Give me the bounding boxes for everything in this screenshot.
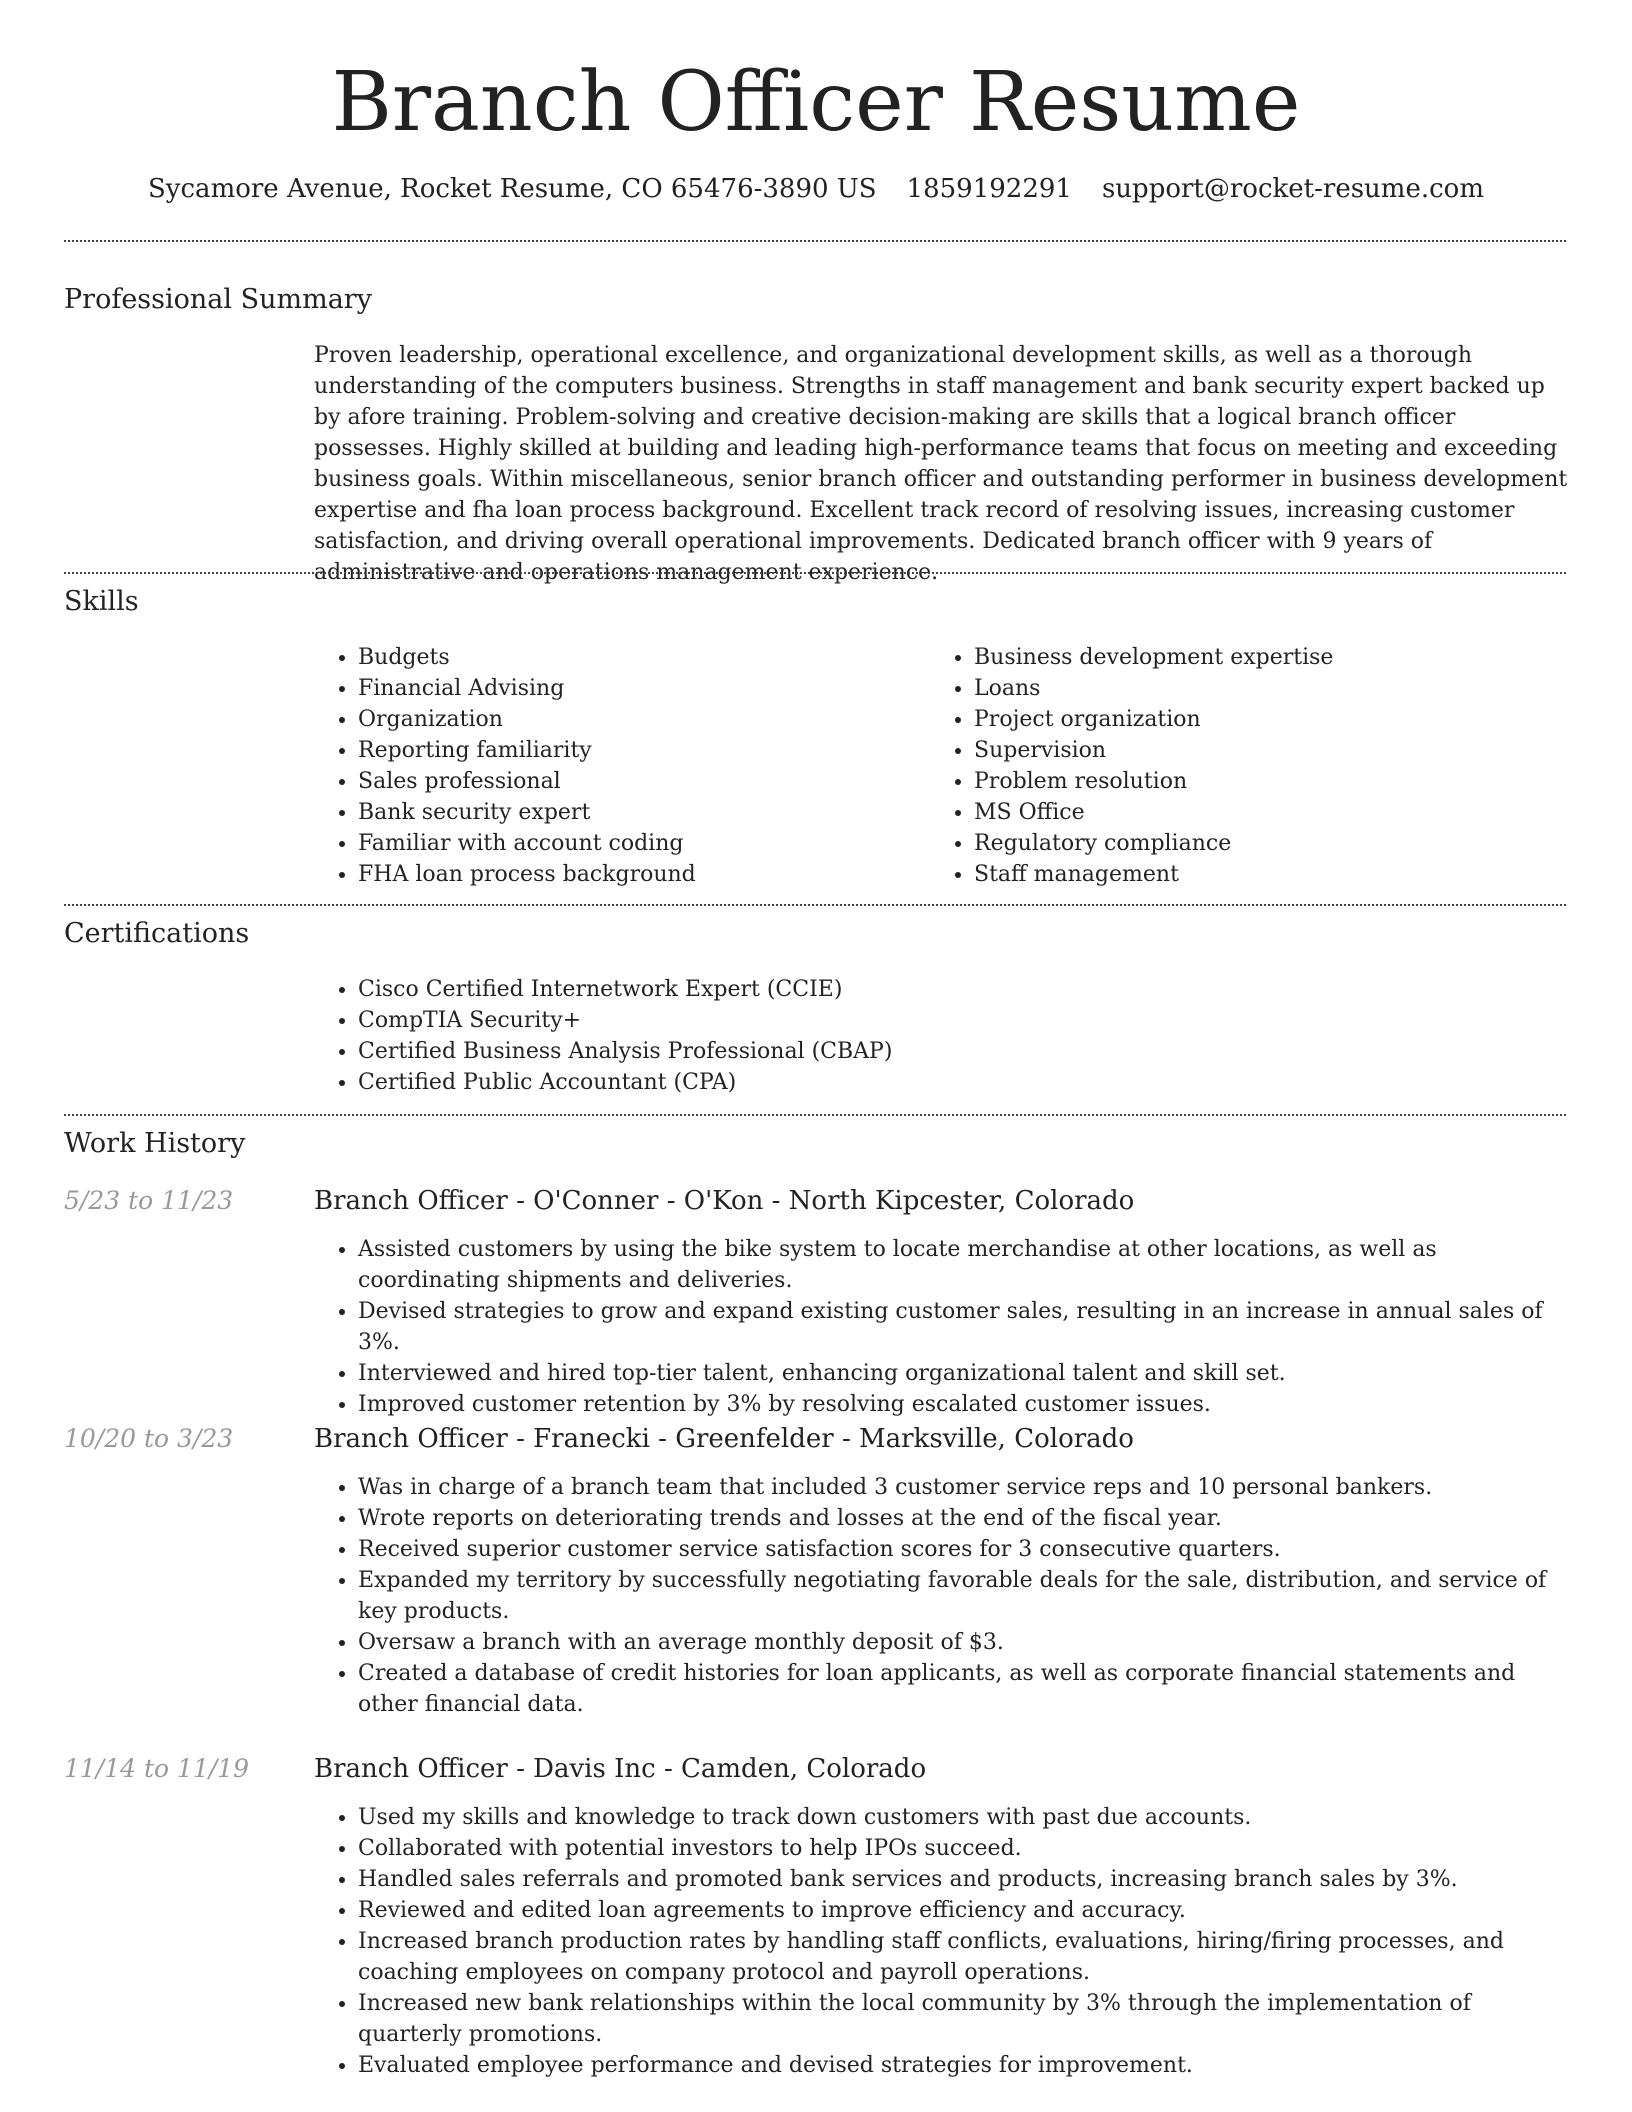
- contact-address: Sycamore Avenue, Rocket Resume, CO 65476-3890 US: [148, 174, 877, 204]
- list-item: • Increased branch production rates by handling staff conflicts, evaluations, hiring/firing processes, and coaching employees on company protocol and payroll operations.: [358, 1926, 1568, 1988]
- list-item: • Reviewed and edited loan agreements to improve efficiency and accuracy.: [358, 1895, 1568, 1926]
- list-item: • CompTIA Security+: [358, 1005, 1558, 1036]
- list-item: • Wrote reports on deteriorating trends and losses at the end of the fiscal year.: [358, 1503, 1568, 1534]
- list-item: • Business development expertise: [974, 642, 1574, 673]
- list-item: • Assisted customers by using the bike system to locate merchandise at other locations, as well as coordinating shipments and deliveries.: [358, 1234, 1568, 1296]
- list-item: • Used my skills and knowledge to track down customers with past due accounts.: [358, 1802, 1568, 1833]
- contact-phone: 1859192291: [906, 174, 1072, 204]
- list-item: • Handled sales referrals and promoted bank services and products, increasing branch sales by 3%.: [358, 1864, 1568, 1895]
- list-item: • Devised strategies to grow and expand existing customer sales, resulting in an increase in annual sales of 3%.: [358, 1296, 1568, 1358]
- list-item: • Collaborated with potential investors to help IPOs succeed.: [358, 1833, 1568, 1864]
- skills-divider: [64, 904, 1566, 906]
- summary-text: Proven leadership, operational excellence, and organizational development skills, as well as a thorough understanding of the computers business. Strengths in staff management and bank security expert backed up by afore training. Problem-solving and creative decision-making are skills that a logical branch officer possesses. Highly skilled at building and leading high-performance teams that focus on meeting and exceeding business goals. Within miscellaneous, senior branch officer and outstanding performer in business development expertise and fha loan process background. Excellent track record of resolving issues, increasing customer satisfaction, and driving overall operational improvements. Dedicated branch officer with 9 years of administrative and operations management experience.: [314, 343, 1568, 585]
- list-item: • Supervision: [974, 735, 1574, 766]
- list-item: • FHA loan process background: [358, 859, 918, 890]
- list-item: • Familiar with account coding: [358, 828, 918, 859]
- list-item: • Interviewed and hired top-tier talent, enhancing organizational talent and skill set.: [358, 1358, 1568, 1389]
- certifications-list: [314, 974, 1558, 1098]
- job-dates: 5/23 to 11/23: [64, 1186, 234, 1215]
- list-item: • Organization: [358, 704, 918, 735]
- header-divider: [64, 240, 1566, 242]
- list-item: • Received superior customer service satisfaction scores for 3 consecutive quarters.: [358, 1534, 1568, 1565]
- work-heading: Work History: [64, 1128, 246, 1159]
- list-item: • Oversaw a branch with an average monthly deposit of $3.: [358, 1627, 1568, 1658]
- list-item: • Certified Business Analysis Professional (CBAP): [358, 1036, 1558, 1067]
- list-item: • MS Office: [974, 797, 1574, 828]
- list-item: • Certified Public Accountant (CPA): [358, 1067, 1558, 1098]
- job-bullets: [314, 1802, 1568, 2081]
- summary-heading: Professional Summary: [64, 284, 372, 315]
- list-item: • Sales professional: [358, 766, 918, 797]
- skills-list-right: [930, 642, 1574, 890]
- list-item: • Created a database of credit histories for loan applicants, as well as corporate financial statements and other financial data.: [358, 1658, 1568, 1720]
- job-bullets: [314, 1234, 1568, 1420]
- list-item: • Evaluated employee performance and devised strategies for improvement.: [358, 2050, 1568, 2081]
- skills-heading: Skills: [64, 586, 139, 617]
- list-item: • Bank security expert: [358, 797, 918, 828]
- job-bullets: [314, 1472, 1568, 1720]
- job-title: Branch Officer - Franecki - Greenfelder - Marksville, Colorado: [314, 1424, 1134, 1454]
- list-item: • Loans: [974, 673, 1574, 704]
- list-item: • Regulatory compliance: [974, 828, 1574, 859]
- certifications-divider: [64, 1114, 1566, 1116]
- summary-divider: [64, 572, 1566, 574]
- resume-title: Branch Officer Resume: [331, 55, 1301, 150]
- list-item: • Budgets: [358, 642, 918, 673]
- job-title: Branch Officer - O'Conner - O'Kon - North Kipcester, Colorado: [314, 1186, 1135, 1216]
- list-item: • Staff management: [974, 859, 1574, 890]
- job-title: Branch Officer - Davis Inc - Camden, Colorado: [314, 1754, 927, 1784]
- contact-email: support@rocket-resume.com: [1101, 174, 1484, 204]
- list-item: • Expanded my territory by successfully negotiating favorable deals for the sale, distribution, and service of key products.: [358, 1565, 1568, 1627]
- job-dates: 10/20 to 3/23: [64, 1424, 234, 1453]
- certifications-heading: Certifications: [64, 918, 250, 949]
- list-item: • Problem resolution: [974, 766, 1574, 797]
- skills-list-left: [314, 642, 918, 890]
- list-item: • Project organization: [974, 704, 1574, 735]
- list-item: • Cisco Certified Internetwork Expert (CCIE): [358, 974, 1558, 1005]
- job-dates: 11/14 to 11/19: [64, 1754, 250, 1783]
- list-item: • Increased new bank relationships within the local community by 3% through the implementation of quarterly promotions.: [358, 1988, 1568, 2050]
- list-item: • Was in charge of a branch team that included 3 customer service reps and 10 personal bankers.: [358, 1472, 1568, 1503]
- list-item: • Financial Advising: [358, 673, 918, 704]
- list-item: • Reporting familiarity: [358, 735, 918, 766]
- contact-line: [0, 170, 1632, 208]
- list-item: • Improved customer retention by 3% by resolving escalated customer issues.: [358, 1389, 1568, 1420]
